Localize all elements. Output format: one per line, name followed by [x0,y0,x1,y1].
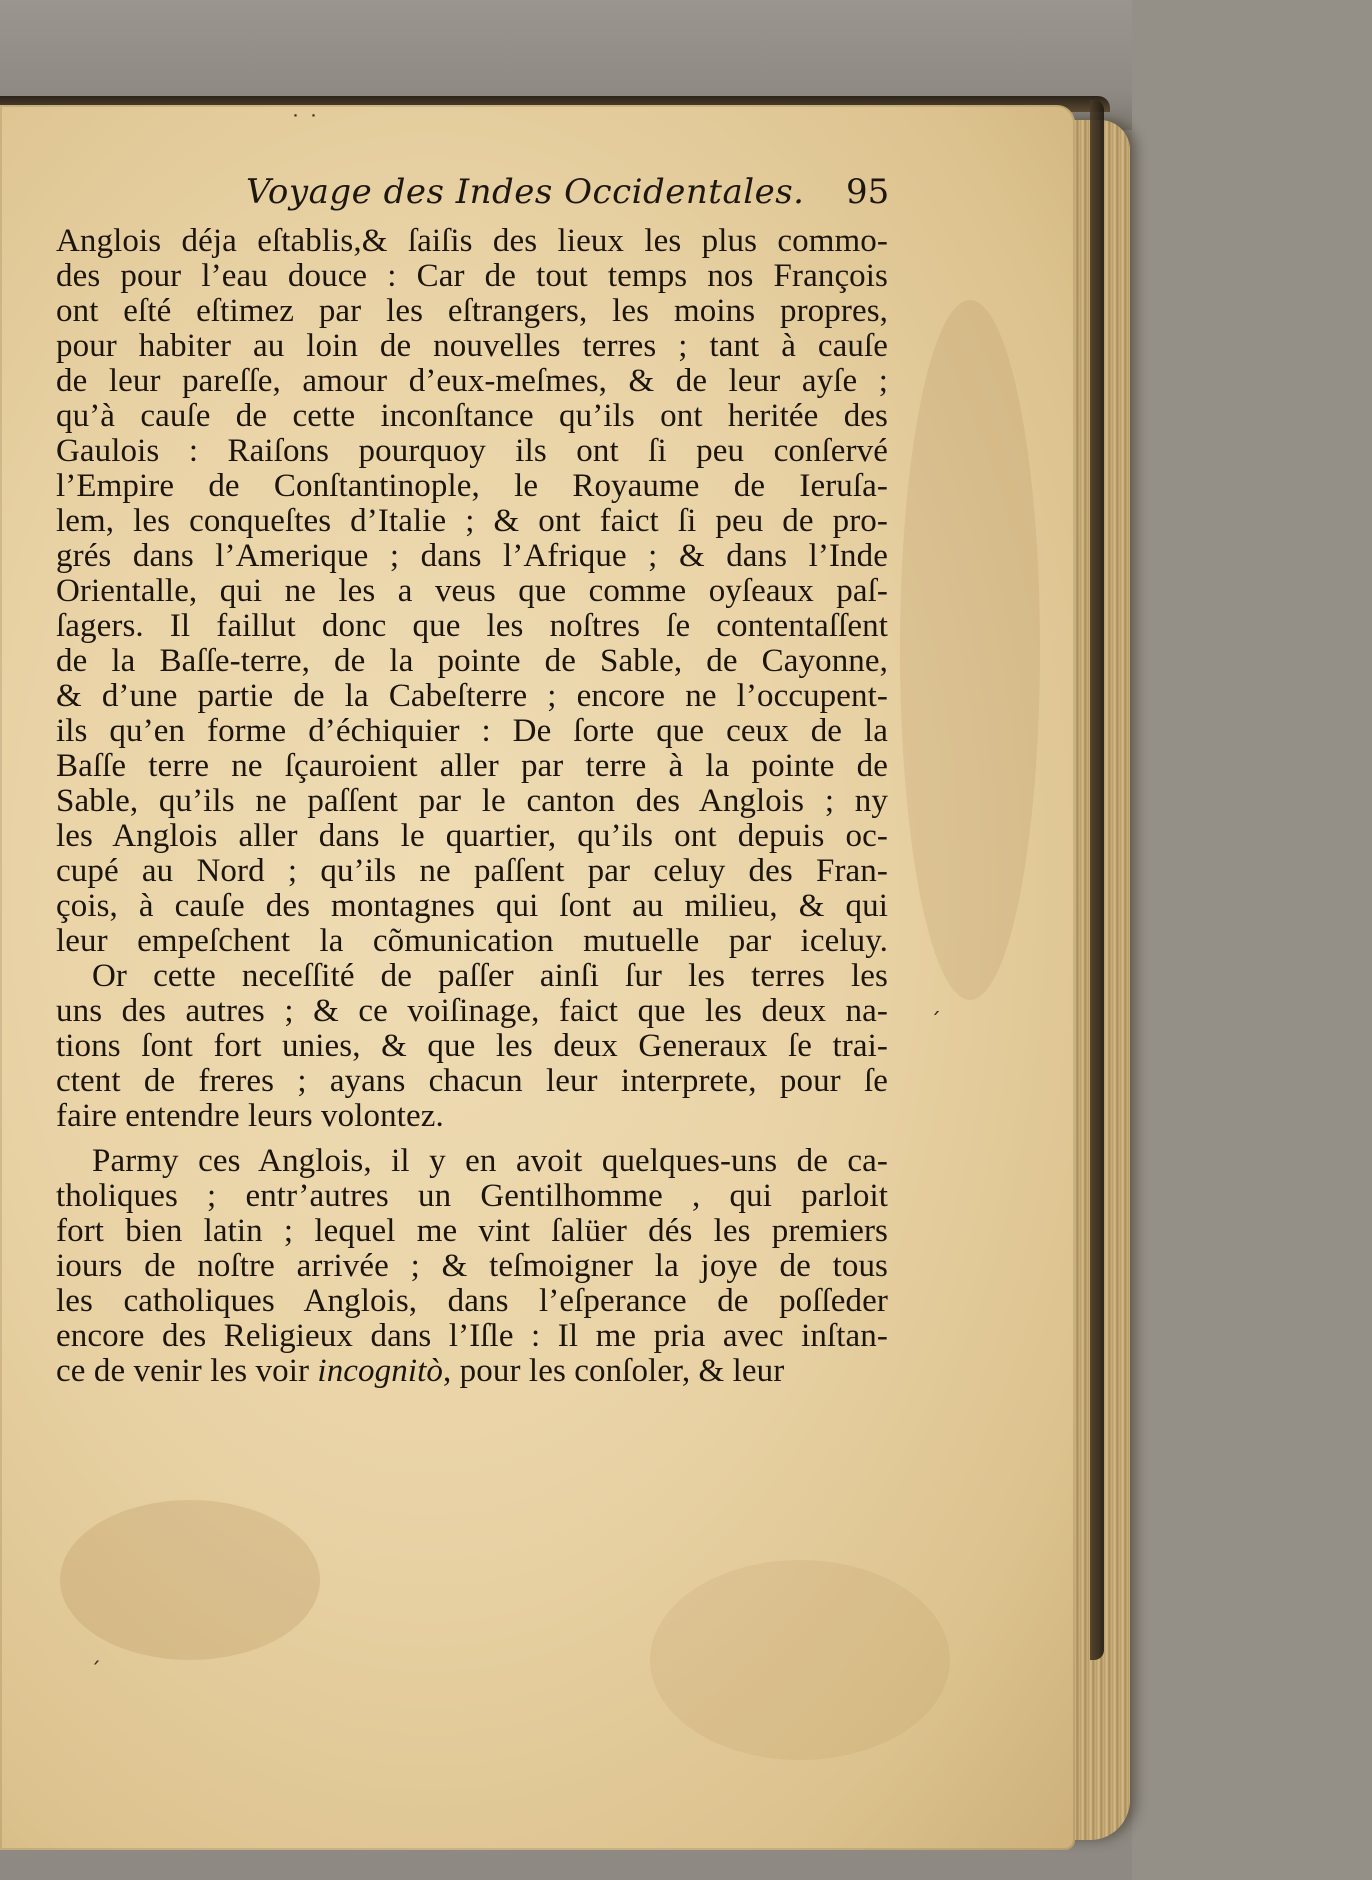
text-line: lem, les conqueſtes d’Italie ; & ont faict ſi peu de pro- [56,503,888,539]
text-line: fort bien latin ; lequel me vint ſalüer dés les premiers [56,1213,888,1249]
ink-speck: ˙ ˙ [290,112,319,137]
page-number: 95 [846,172,890,212]
ink-speck: ˏ [90,1640,101,1665]
text-line: pour habiter au loin de nouvelles terres ; tant à cauſe [56,328,888,364]
running-title: Voyage des Indes Occidentales. [246,172,805,212]
text-line: Parmy ces Anglois, il y en avoit quelques-uns de ca- [92,1143,888,1179]
text-line: des pour l’eau douce : Car de tout temps nos François [56,258,888,294]
running-head [56,172,888,224]
text-line: Or cette neceſſité de paſſer ainſi ſur les terres les [92,958,888,994]
italic-phrase: incognitò [317,1353,443,1389]
text-line [56,1354,888,1389]
text-line: de la Baſſe-terre, de la pointe de Sable, de Cayonne, [56,643,888,679]
paragraph-2 [56,959,888,1134]
text-line: ont eſté eſtimez par les eſtrangers, les moins propres, [56,293,888,329]
text-line: faire entendre leurs volontez. [56,1098,444,1134]
binding-right-edge [1090,100,1104,1660]
text-segment: , pour les conſoler, & leur [442,1353,785,1389]
text-line: Orientalle, qui ne les a veus que comme oyſeaux paſ- [56,573,888,609]
text-line: iours de noſtre arrivée ; & teſmoigner la joye de tous [56,1248,888,1284]
text-line: cupé au Nord ; qu’ils ne paſſent par celuy des Fran- [56,853,888,889]
text-line: encore des Religieux dans l’Iſle : Il me pria avec inſtan- [56,1318,888,1354]
text-line: ſagers. Il faillut donc que les noſtres ſe contentaſſent [56,608,888,644]
text-line: & d’une partie de la Cabeſterre ; encore ne l’occupent- [56,678,888,714]
text-line: grés dans l’Amerique ; dans l’Afrique ; & dans l’Inde [56,538,888,574]
text-line: ils qu’en forme d’échiquier : De ſorte que ceux de la [56,713,888,749]
text-line: tions ſont fort unies, & que les deux Generaux ſe trai- [56,1028,888,1064]
text-line: Anglois déja eſtablis,& ſaiſis des lieux les plus commo- [56,223,888,259]
ink-speck: ˊ [930,1010,941,1035]
paper-stain [650,1560,950,1760]
text-line: Baſſe terre ne ſçauroient aller par terre à la pointe de [56,748,888,784]
background-right [1132,0,1372,1880]
text-line: les catholiques Anglois, dans l’eſperance de poſſeder [56,1283,888,1319]
paragraph-1 [56,224,888,959]
paper-stain [60,1500,320,1660]
text-line: Gaulois : Raiſons pourquoy ils ont ſi peu conſervé [56,433,888,469]
text-line: çois, à cauſe des montagnes qui ſont au milieu, & qui [56,888,888,924]
text-line: de leur pareſſe, amour d’eux-meſmes, & de leur ayſe ; [56,363,888,399]
text-line: l’Empire de Conſtantinople, le Royaume de Ieruſa- [56,468,888,504]
text-line: ctent de freres ; ayans chacun leur interprete, pour ſe [56,1063,888,1099]
text-line: qu’à cauſe de cette inconſtance qu’ils ont heritée des [56,398,888,434]
paper-stain [900,300,1040,1000]
text-segment: ce de venir les voir [56,1353,310,1389]
text-line: Sable, qu’ils ne paſſent par le canton des Anglois ; ny [56,783,888,819]
page-content [56,172,888,1389]
text-line: tholiques ; entr’autres un Gentilhomme , qui parloit [56,1178,888,1214]
text-line: les Anglois aller dans le quartier, qu’ils ont depuis oc- [56,818,888,854]
paragraph-3 [56,1144,888,1389]
text-line: leur empeſchent la cõmunication mutuelle par iceluy. [56,923,888,959]
text-line: uns des autres ; & ce voiſinage, faict que les deux na- [56,993,888,1029]
